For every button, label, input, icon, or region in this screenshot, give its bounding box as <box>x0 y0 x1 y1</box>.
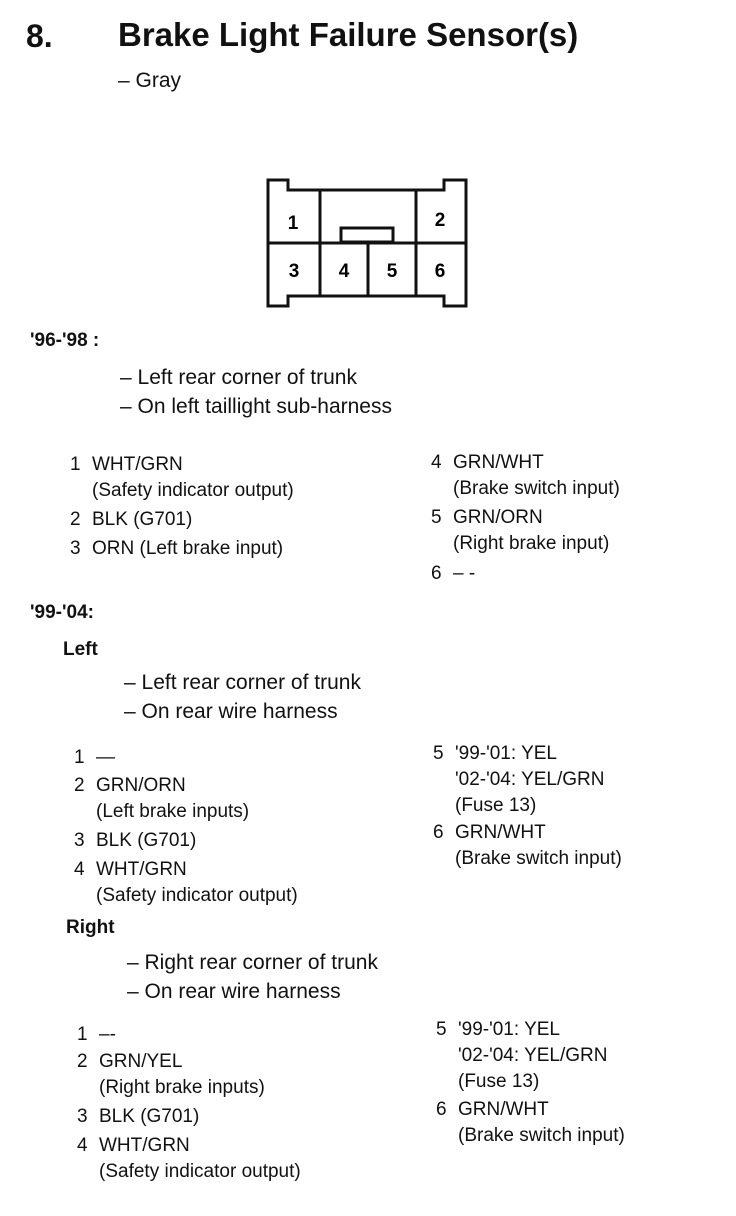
page-title: Brake Light Failure Sensor(s) <box>118 16 579 53</box>
wire-color: GRN/ORN <box>453 507 543 528</box>
connector-pin-4: 4 <box>338 261 350 282</box>
pin-item <box>77 1104 199 1130</box>
location-line: – On left taillight sub-harness <box>120 395 392 418</box>
pin-item <box>74 745 115 771</box>
pin-number: 4 <box>74 859 85 880</box>
pin-number: 3 <box>74 830 85 851</box>
pin-number: 4 <box>431 452 442 473</box>
pin-number: 3 <box>70 538 81 559</box>
pin-number: 5 <box>436 1019 447 1040</box>
pin-item <box>436 1017 607 1095</box>
pin-item <box>431 505 609 557</box>
wire-color: GRN/YEL <box>99 1051 183 1072</box>
pin-item <box>433 741 604 819</box>
pin-number: 5 <box>431 507 442 528</box>
wire-description: (Right brake input) <box>453 533 610 554</box>
pin-item <box>74 828 196 854</box>
wire-description: (Safety indicator output) <box>96 885 298 906</box>
connector-pin-5: 5 <box>386 261 398 282</box>
pin-item <box>433 820 622 872</box>
wire-color: BLK (G701) <box>99 1106 200 1127</box>
pin-number: 6 <box>436 1099 447 1120</box>
wire-description: (Right brake inputs) <box>99 1077 265 1098</box>
pin-number: 1 <box>70 454 81 475</box>
pin-number: 2 <box>74 775 85 796</box>
pin-item <box>77 1049 265 1101</box>
wire-color: BLK (G701) <box>96 830 197 851</box>
wire-color: WHT/GRN <box>96 859 187 880</box>
wire-description: (Fuse 13) <box>458 1071 540 1092</box>
wire-description: (Brake switch input) <box>458 1125 625 1146</box>
pin-number: 6 <box>431 563 442 584</box>
pin-number: 5 <box>433 743 444 764</box>
pin-item <box>70 452 294 504</box>
wire-description: (Brake switch input) <box>453 478 620 499</box>
subsection-label: Right <box>66 917 115 938</box>
wire-description: '02-'04: YEL/GRN <box>455 769 605 790</box>
section-number: 8. <box>26 18 53 54</box>
subsection-label: Left <box>63 639 98 660</box>
section-label: '96-'98 : <box>30 330 100 351</box>
wire-color: WHT/GRN <box>92 454 183 475</box>
location-line: – Left rear corner of trunk <box>124 671 361 694</box>
pin-number: 1 <box>77 1024 88 1045</box>
pin-item <box>77 1133 301 1185</box>
connector-color: – Gray <box>118 69 182 92</box>
wire-color: WHT/GRN <box>99 1135 190 1156</box>
pin-item <box>431 450 620 502</box>
pin-number: 4 <box>77 1135 88 1156</box>
connector-pin-2: 2 <box>434 210 446 231</box>
wire-description: (Fuse 13) <box>455 795 537 816</box>
wire-color: GRN/WHT <box>455 822 546 843</box>
pin-number: 2 <box>77 1051 88 1072</box>
wire-color: –- <box>99 1024 116 1045</box>
pin-item <box>77 1022 116 1048</box>
location-line: – Right rear corner of trunk <box>127 951 378 974</box>
wire-color: GRN/ORN <box>96 775 186 796</box>
wire-color: '99-'01: YEL <box>455 743 557 764</box>
wire-color: – - <box>453 563 476 584</box>
section-label: '99-'04: <box>30 602 94 623</box>
pin-item <box>74 857 298 909</box>
connector-pin-6: 6 <box>434 261 446 282</box>
wire-color: '99-'01: YEL <box>458 1019 560 1040</box>
pin-number: 3 <box>77 1106 88 1127</box>
pin-number: 1 <box>74 747 85 768</box>
pin-item <box>74 773 249 825</box>
wire-description: (Safety indicator output) <box>92 480 294 501</box>
pin-number: 2 <box>70 509 81 530</box>
pin-number: 6 <box>433 822 444 843</box>
location-line: – On rear wire harness <box>124 700 338 723</box>
wire-color: GRN/WHT <box>458 1099 549 1120</box>
pin-item <box>431 561 475 587</box>
pin-item <box>70 507 192 533</box>
wire-description: (Left brake inputs) <box>96 801 250 822</box>
wire-color: BLK (G701) <box>92 509 193 530</box>
wire-description: '02-'04: YEL/GRN <box>458 1045 608 1066</box>
location-line: – Left rear corner of trunk <box>120 366 357 389</box>
wire-color: GRN/WHT <box>453 452 544 473</box>
connector-latch <box>341 228 393 242</box>
pin-item <box>436 1097 625 1149</box>
wire-description: (Safety indicator output) <box>99 1161 301 1182</box>
wire-color: — <box>96 747 115 768</box>
wire-color: ORN (Left brake input) <box>92 538 284 559</box>
wire-description: (Brake switch input) <box>455 848 622 869</box>
connector-pin-3: 3 <box>288 261 300 282</box>
connector-pin-1: 1 <box>287 213 299 234</box>
location-line: – On rear wire harness <box>127 980 341 1003</box>
pin-item <box>70 536 283 562</box>
